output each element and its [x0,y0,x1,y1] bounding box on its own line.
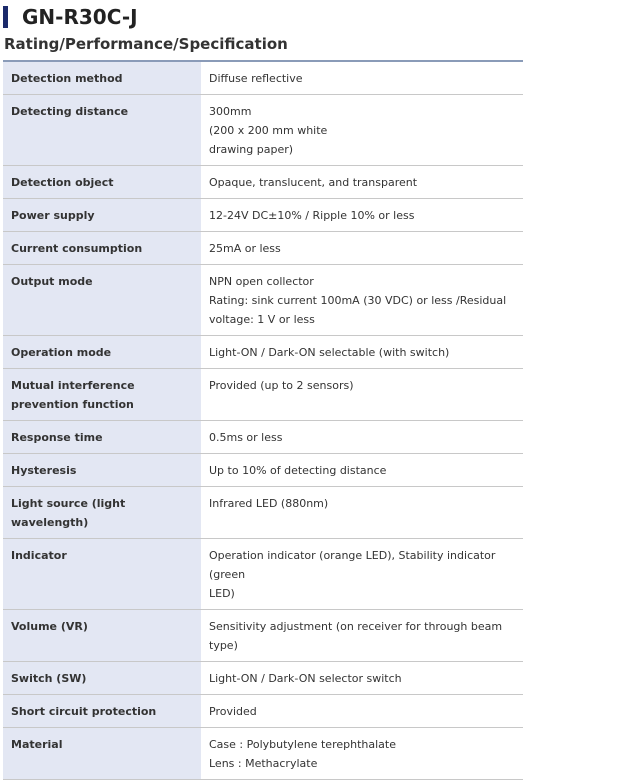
spec-row [3,539,523,610]
spec-value [201,695,523,728]
spec-label: Short circuit protection [3,695,201,728]
spec-label: Power supply [3,199,201,232]
spec-value-line: (200 x 200 mm white [209,124,328,137]
spec-value-line: Case : Polybutylene terephthalate [209,738,396,751]
spec-table-body [3,61,523,780]
spec-label: Hysteresis [3,454,201,487]
page-title: GN-R30C-J [22,5,138,29]
spec-value [201,728,523,780]
spec-value [201,95,523,166]
spec-value [201,487,523,539]
spec-value [201,336,523,369]
spec-value [201,421,523,454]
spec-label: Detection method [3,61,201,95]
spec-value-line: 300mm [209,105,252,118]
spec-value-line: Provided [209,705,257,718]
spec-value-line: 0.5ms or less [209,431,283,444]
spec-value [201,61,523,95]
spec-value [201,369,523,421]
spec-label: Indicator [3,539,201,610]
spec-row [3,610,523,662]
spec-label: Detecting distance [3,95,201,166]
spec-row [3,265,523,336]
spec-value [201,610,523,662]
spec-row [3,695,523,728]
spec-value-line: Rating: sink current 100mA (30 VDC) or less /Residual [209,294,507,307]
spec-value-line: Infrared LED (880nm) [209,497,329,510]
spec-value [201,166,523,199]
spec-label: Current consumption [3,232,201,265]
spec-label: Mutual interference prevention function [3,369,201,421]
spec-label: Output mode [3,265,201,336]
spec-value-line: Opaque, translucent, and transparent [209,176,418,189]
spec-value [201,199,523,232]
spec-value-line: Up to 10% of detecting distance [209,464,387,477]
spec-value-line: Operation indicator (orange LED), Stability indicator (green [209,549,496,581]
spec-label: Light source (light wavelength) [3,487,201,539]
spec-value-line: LED) [209,587,235,600]
section-subtitle: Rating/Performance/Specification [4,35,288,53]
spec-row [3,369,523,421]
spec-value-line: 25mA or less [209,242,281,255]
spec-label: Volume (VR) [3,610,201,662]
spec-row [3,166,523,199]
title-marker [3,6,8,28]
spec-row [3,662,523,695]
spec-value-line: 12-24V DC±10% / Ripple 10% or less [209,209,415,222]
spec-value-line: Light-ON / Dark-ON selectable (with switch) [209,346,450,359]
spec-label: Operation mode [3,336,201,369]
spec-value [201,662,523,695]
spec-value [201,454,523,487]
spec-value-line: Provided (up to 2 sensors) [209,379,354,392]
spec-value-line: drawing paper) [209,143,294,156]
spec-value [201,265,523,336]
spec-value-line: voltage: 1 V or less [209,313,315,326]
spec-value-line: Sensitivity adjustment (on receiver for through beam type) [209,620,503,652]
title-bar [3,5,138,29]
spec-row [3,199,523,232]
spec-label: Material [3,728,201,780]
spec-value-line: Diffuse reflective [209,72,303,85]
spec-row [3,61,523,95]
spec-row [3,728,523,780]
spec-table [3,60,523,780]
spec-row [3,454,523,487]
spec-row [3,421,523,454]
spec-value [201,539,523,610]
spec-value-line: NPN open collector [209,275,314,288]
spec-row [3,95,523,166]
spec-row [3,232,523,265]
spec-label: Detection object [3,166,201,199]
spec-value-line: Light-ON / Dark-ON selector switch [209,672,402,685]
spec-label: Switch (SW) [3,662,201,695]
spec-value [201,232,523,265]
spec-value-line: Lens : Methacrylate [209,757,318,770]
spec-row [3,487,523,539]
spec-row [3,336,523,369]
spec-label: Response time [3,421,201,454]
